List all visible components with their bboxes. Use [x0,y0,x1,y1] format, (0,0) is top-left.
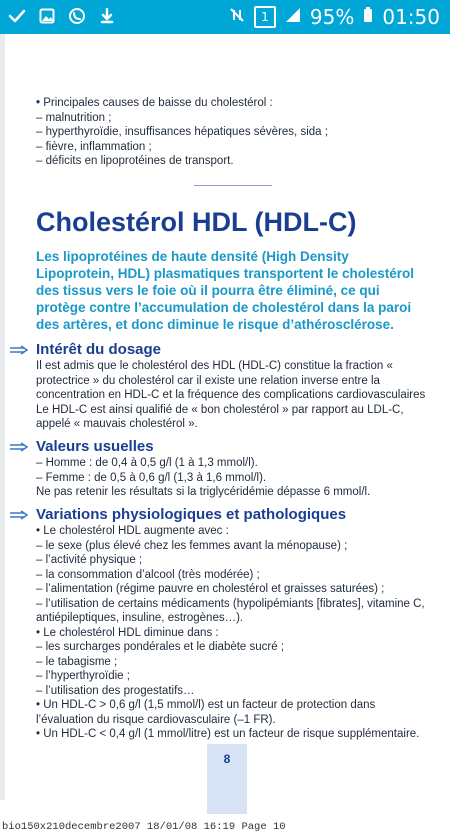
battery-icon [362,5,374,29]
image-icon [38,7,56,25]
document-content [36,96,428,742]
top-list-header-text: Principales causes de baisse du cholestérol : [43,97,273,109]
android-status-bar [0,0,450,34]
download-icon [98,7,116,25]
whatsapp-icon [68,7,86,25]
top-list-item: – déficits en lipoprotéines de transport. [36,155,234,167]
chevron-right-icon [10,442,28,452]
clock: 01:50 [382,5,440,29]
section-line: – le tabagisme ; [36,655,118,668]
sim-label: 1 [261,10,269,24]
bullet: • [36,97,41,109]
section-heading [10,340,428,358]
section-line: – le sexe (plus élevé chez les femmes avant la ménopause) ; [36,539,348,552]
top-list-item: – hyperthyroïdie, insuffisances hépatiques sévères, sida ; [36,126,328,138]
document-title: Cholestérol HDL (HDL-C) [36,206,357,237]
section-paragraph: Il est admis que le cholestérol des HDL (HDL-C) constitue la fraction « protectrice » du cholestérol car il existe une relation inverse entre la concentration en HDL-C et la fréquence des complications cardiovasculaires Le HDL-C est ainsi qualifié de « bon cholestérol » par rapport au LDL-C, appelé « mauvais cholestérol ». [36,360,426,430]
top-list-header [36,96,428,111]
section-body [36,524,428,742]
top-list [36,96,428,169]
section-body [36,359,428,432]
section-line: – l’hyperthyroïdie ; [36,670,130,682]
status-right [228,5,440,29]
section-line: Ne pas retenir les résultats si la triglycéridémie dépasse 6 mmol/l. [36,486,371,498]
signal-icon [284,5,302,29]
check-icon [8,7,26,25]
section-divider [194,185,272,186]
chevron-right-icon [10,345,28,355]
section-line: – Femme : de 0,5 à 0,6 g/l (1,3 à 1,6 mmol/l). [36,471,267,484]
section-heading [10,505,428,523]
section-title: Intérêt du dosage [36,340,162,358]
battery-percent: 95% [309,5,355,29]
section-line: – Homme : de 0,4 à 0,5 g/l (1 à 1,3 mmol/l). [36,457,258,469]
section-body [36,456,428,500]
section-variations [36,505,428,742]
section-line: – les surcharges pondérales et le diabète sucré ; [36,641,285,653]
top-list-item: – fièvre, inflammation ; [36,140,152,153]
notification-icons [8,7,116,25]
document-intro: Les lipoprotéines de haute densité (High Density Lipoprotein, HDL) plasmatiques transportent le cholestérol des tissus vers le foie où il pourra être éliminé, ce qui protège contre l’accumulation de cholestérol dans la paroi des artères, et donc diminue le risque d’athérosclérose. [36,248,415,332]
top-list-item: – malnutrition ; [36,111,112,124]
section-interet [36,340,428,432]
print-footer: bio150x210decembre2007 18/01/08 16:19 Page 10 [2,821,286,833]
section-title: Variations physiologiques et pathologiques [36,505,347,523]
section-line: • Un HDL-C < 0,4 g/l (1 mmol/litre) est un facteur de risque supplémentaire. [36,728,420,740]
section-line: – l’alimentation (régime pauvre en cholestérol et graisses saturées) ; [36,583,385,595]
pdf-page[interactable] [0,34,450,833]
section-line: – l’utilisation des progestatifs… [36,684,195,697]
section-heading [10,437,428,455]
section-line: – l’utilisation de certains médicaments (hypolipémiants [fibrates], vitamine C, antiépileptiques, insuline, estrogènes…). [36,597,425,624]
page-number: 8 [223,752,231,766]
section-line: • Un HDL-C > 0,6 g/l (1,5 mmol/l) est un facteur de protection dans l’évaluation du risque cardiovasculaire (–1 FR). [36,699,376,726]
section-valeurs [36,437,428,500]
chevron-right-icon [10,510,28,520]
section-line: • Le cholestérol HDL diminue dans : [36,626,219,639]
section-line: • Le cholestérol HDL augmente avec : [36,525,229,537]
sim-icon [254,6,276,28]
section-line: – l’activité physique ; [36,554,143,566]
page-number-box [207,744,247,814]
page-left-margin [0,34,5,800]
section-title: Valeurs usuelles [36,437,154,455]
section-line: – la consommation d’alcool (très modérée) ; [36,568,260,581]
vibrate-mute-icon [228,5,246,29]
